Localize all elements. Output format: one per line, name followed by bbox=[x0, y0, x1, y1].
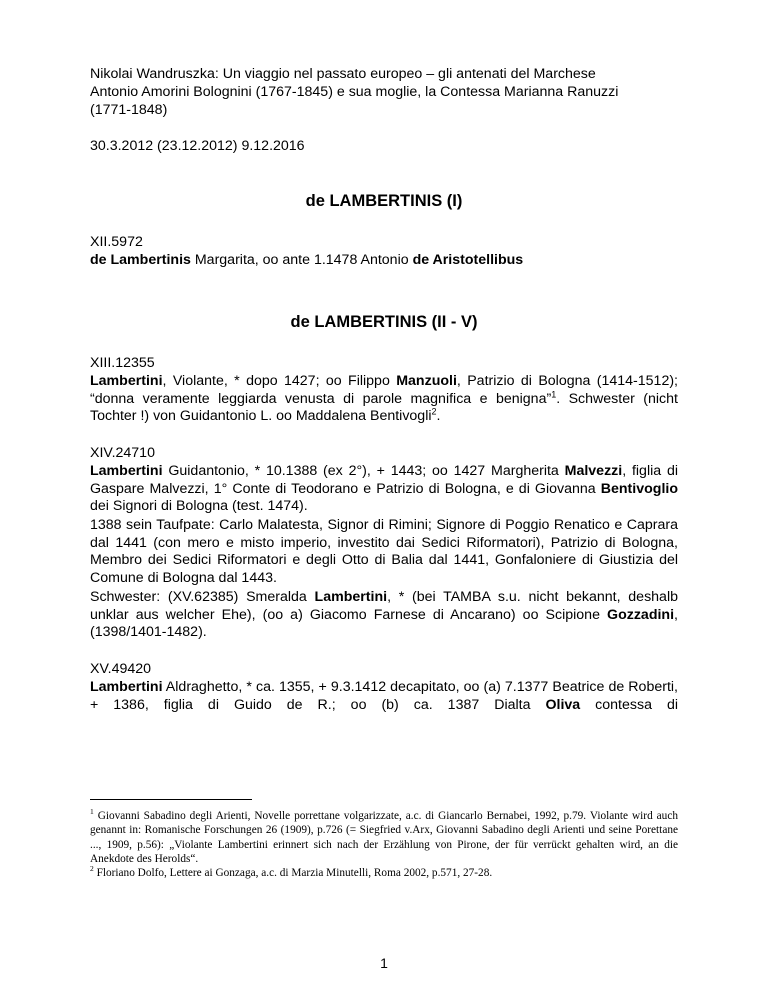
footnote-ref-2[interactable]: 2 bbox=[431, 406, 437, 417]
revision-dates: 30.3.2012 (23.12.2012) 9.12.2016 bbox=[90, 138, 305, 154]
entry-id-xv-49420: XV.49420 bbox=[90, 661, 152, 677]
footnote-2: $^2$ Floriano Dolfo, Lettere ai Gonzaga, a.c. di Marzia Minutelli, Roma 2002, p.571, 27-28. bbox=[90, 864, 493, 879]
entry-id-xiv-24710: XIV.24710 bbox=[90, 445, 155, 461]
header-line-3: (1771-1848) bbox=[90, 102, 168, 118]
entry-id-xii-5972: XII.5972 bbox=[90, 234, 143, 250]
person-name: Lambertini bbox=[90, 679, 163, 695]
entry-xiii-12355: Lambertini, Violante, * dopo 1427; oo Filippo Manzuoli, Patrizio di Bologna (1414-1512); “donna veramente leggiarda venusta di parole magnifica e benigna”$^1$. Schwester (nicht Tochter !) von Guidantonio L. oo Maddalena Bentivogli$^2$. bbox=[90, 373, 678, 425]
spouse-name: Gozzadini bbox=[607, 606, 675, 623]
footnote-1: $^1$ Giovanni Sabadino degli Arienti, Novelle porrettane volgarizzate, a.c. di Giancarlo Bernabei, 1992, p.79. Violante wird auch genannt in: Romanische Forschungen 26 (1909), p.726 (= Siegfried v.Arx, Giovanni Sabadino degli Arienti und seine Porettane ..., 1909, p.56): „Violante Lambertini erinnert sich nach der Erzählung von Pirone, der für verrückt gehalten wird, an die Anekdote des Herolds“. bbox=[90, 807, 678, 865]
header-line-1: Nikolai Wandruszka: Un viaggio nel passato europeo – gli antenati del Marchese bbox=[90, 66, 596, 82]
footnote-ref-1[interactable]: 1 bbox=[551, 388, 557, 399]
entry-sister-smeralda: Schwester: (XV.62385) Smeralda Lambertini, * (bei TAMBA s.u. nicht bekannt, deshalb unklar aus welcher Ehe), (oo a) Giacomo Farnese di Ancarano) oo Scipione Gozzadini, (1398/1401-1482). bbox=[90, 589, 678, 641]
section-title-2: de LAMBERTINIS (II - V) bbox=[290, 313, 478, 331]
footnote-mark-1: 1 bbox=[90, 807, 94, 817]
entry-id-xiii-12355: XIII.12355 bbox=[90, 355, 155, 371]
person-name: Lambertini bbox=[314, 589, 388, 605]
footnote-separator bbox=[90, 799, 252, 800]
page-number: 1 bbox=[380, 955, 388, 971]
person-name: de Lambertinis bbox=[90, 252, 191, 268]
entry-xii-5972: de Lambertinis Margarita, oo ante 1.1478 Antonio de Aristotellibus bbox=[90, 252, 524, 268]
spouse-name: de Aristotellibus bbox=[412, 252, 524, 268]
entry-xiv-24710-details: 1388 sein Taufpate: Carlo Malatesta, Signor di Rimini; Signore di Poggio Renatico e Caprara dal 1441 (con mero e misto imperio, investito dai Sedici Riformatori), Patrizio di Bologna, Membro dei Sedici Riformatori e degli Otto di Balia dal 1441, Gonfaloniere di Giustizia del Comune di Bologna dal 1443. bbox=[90, 517, 678, 586]
person-name: Lambertini bbox=[90, 463, 163, 479]
mother-name: Bentivoglio bbox=[600, 480, 678, 497]
person-name: Lambertini bbox=[90, 373, 163, 389]
spouse-name: Manzuoli bbox=[396, 373, 457, 389]
section-title-1: de LAMBERTINIS (I) bbox=[305, 192, 463, 210]
footnote-mark-2: 2 bbox=[90, 864, 94, 874]
spouse-name: Oliva bbox=[545, 696, 581, 713]
entry-xv-49420: Lambertini Aldraghetto, * ca. 1355, + 9.3.1412 decapitato, oo (a) 7.1377 Beatrice de Roberti, + 1386, figlia di Guido de R.; oo (b) ca. 1387 Dialta Oliva contessa di bbox=[90, 679, 678, 713]
header-line-2: Antonio Amorini Bolognini (1767-1845) e sua moglie, la Contessa Marianna Ranuzzi bbox=[90, 84, 619, 100]
spouse-name: Malvezzi bbox=[564, 463, 623, 479]
entry-xiv-24710: Lambertini Guidantonio, * 10.1388 (ex 2°), + 1443; oo 1427 Margherita Malvezzi, figlia di Gaspare Malvezzi, 1° Conte di Teodorano e Patrizio di Bologna, e di Giovanna Bentivoglio dei Signori di Bologna (test. 1474). bbox=[90, 463, 678, 515]
